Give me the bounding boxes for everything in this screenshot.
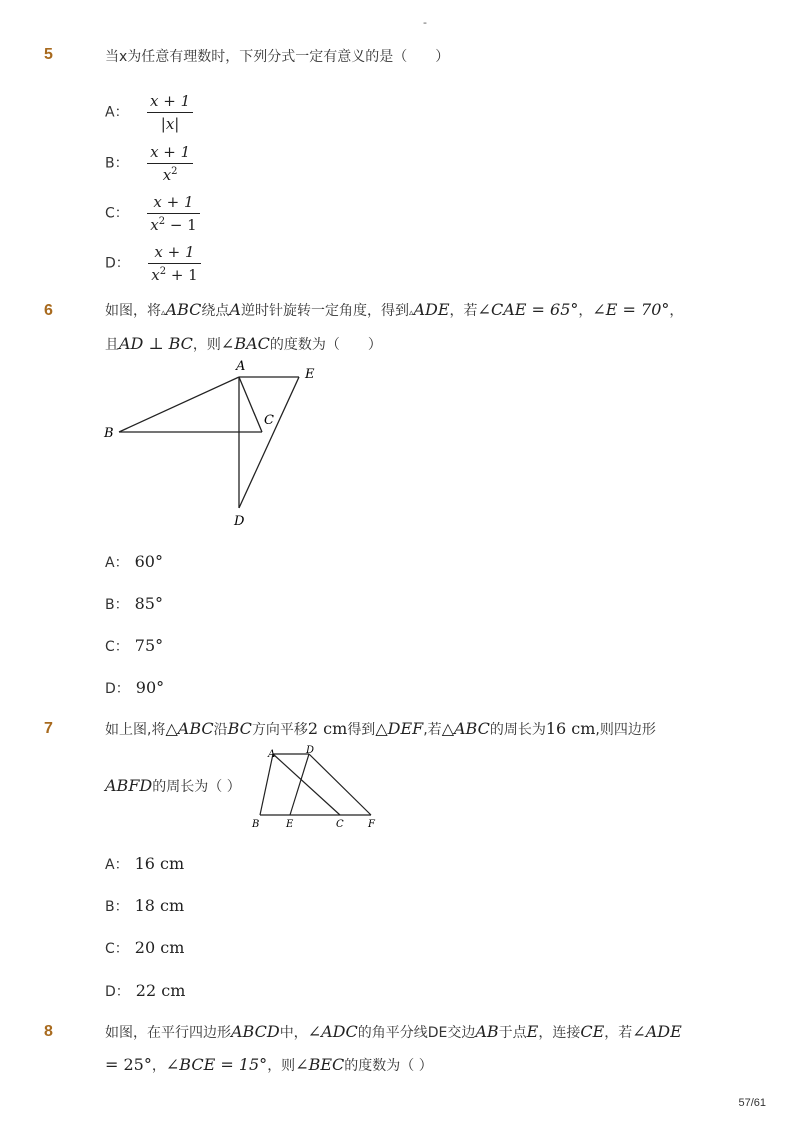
question-6-stem-line-1: 如图，将▵ABC绕点A逆时针旋转一定角度，得到▵ADE，若∠CAE = 65°，∠E = 70°， xyxy=(105,300,684,319)
option-label: B： xyxy=(105,155,129,172)
label-C: C xyxy=(264,413,274,428)
question-number-5: 5 xyxy=(44,46,53,63)
segment-ED xyxy=(239,377,299,508)
label-E: E xyxy=(286,819,294,830)
question-number-6: 6 xyxy=(44,302,53,319)
denominator: $x^2$ xyxy=(162,166,178,184)
q7-figure xyxy=(244,744,384,832)
q7-option-d[interactable]: D： 22 cm xyxy=(105,981,186,1000)
label-F: F xyxy=(368,819,375,830)
q5-option-b[interactable] xyxy=(105,143,193,184)
page-number: 57/61 xyxy=(738,1097,766,1109)
q6-option-c[interactable]: C： 75° xyxy=(105,636,164,655)
numerator: x + 1 xyxy=(147,193,200,214)
question-5-stem: 当x为任意有理数时，下列分式一定有意义的是（ ） xyxy=(105,49,450,65)
numerator: x + 1 xyxy=(147,143,193,164)
q7-option-b[interactable]: B： 18 cm xyxy=(105,896,185,915)
option-label: A： xyxy=(105,104,129,121)
question-7-stem-line-2: ABFD的周长为（ ） xyxy=(105,776,241,795)
header-dash: - xyxy=(423,16,427,29)
segment-BA xyxy=(119,377,239,432)
fraction xyxy=(148,243,201,284)
segment-AC xyxy=(239,377,262,432)
segment-DF xyxy=(309,754,371,815)
option-label: D： xyxy=(105,255,130,272)
fraction xyxy=(147,193,200,234)
fraction xyxy=(147,92,193,133)
option-label: C： xyxy=(105,205,129,222)
q5-option-a[interactable] xyxy=(105,92,193,133)
question-8-stem-line-2: = 25°，∠BCE = 15°，则∠BEC的度数为（ ） xyxy=(105,1055,433,1074)
q6-figure xyxy=(95,355,335,535)
segment-AB xyxy=(260,754,273,815)
denominator: $x^2 + 1$ xyxy=(151,266,198,284)
q6-option-a[interactable]: A： 60° xyxy=(105,552,163,571)
q6-option-d[interactable]: D： 90° xyxy=(105,678,165,697)
label-A: A xyxy=(236,359,246,374)
denominator: $x^2 - 1$ xyxy=(150,216,197,234)
q5-option-c[interactable] xyxy=(105,193,200,234)
question-number-8: 8 xyxy=(44,1023,53,1040)
numerator: x + 1 xyxy=(147,92,193,113)
question-6-stem-line-2: 且AD ⊥ BC，则∠BAC的度数为（ ） xyxy=(105,334,382,353)
numerator: x + 1 xyxy=(148,243,201,264)
question-8-stem-line-1: 如图，在平行四边形ABCD中，∠ADC的角平分线DE交边AB于点E，连接CE，若∠ADE xyxy=(105,1022,682,1041)
question-7-stem-line-1: 如上图,将△ABC沿BC方向平移2 cm得到△DEF,若△ABC的周长为16 cm,则四边形 xyxy=(105,719,656,738)
q7-option-a[interactable]: A： 16 cm xyxy=(105,854,185,873)
label-D: D xyxy=(306,745,315,756)
label-B: B xyxy=(104,426,114,441)
q6-option-b[interactable]: B： 85° xyxy=(105,594,163,613)
question-number-7: 7 xyxy=(44,720,53,737)
denominator: |x| xyxy=(160,115,180,133)
label-A: A xyxy=(268,749,276,760)
label-B: B xyxy=(252,819,260,830)
q7-option-c[interactable]: C： 20 cm xyxy=(105,938,185,957)
label-E: E xyxy=(305,367,315,382)
label-D: D xyxy=(234,514,245,529)
q5-option-d[interactable] xyxy=(105,243,201,284)
fraction xyxy=(147,143,193,184)
label-C: C xyxy=(336,819,344,830)
